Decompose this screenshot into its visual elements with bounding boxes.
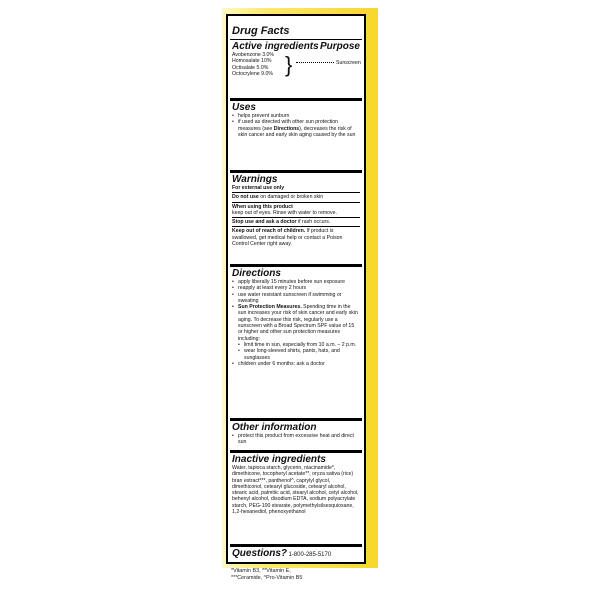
ingredients-brace: } (285, 52, 293, 77)
drug-facts-panel (226, 14, 366, 564)
uses-heading: Uses (232, 102, 256, 113)
warnings-heading: Warnings (232, 174, 278, 185)
active-ingredient: Octocrylene 9.0% (232, 70, 273, 77)
active-ingredient: Homosalate 10% (232, 58, 272, 65)
active-divider (230, 98, 362, 101)
stop-use-warning: Stop use and ask a doctor if rash occurs. (232, 219, 360, 227)
sun-protection-measures: • Sun Protection Measures. Spending time in the sun increases your risk of skin cancer and early skin aging. To decrease this risk, regularly use a sunscreen with a Broad Spectrum SPF value of 15 or higher and other sun protection measures including: (232, 304, 360, 342)
drug-facts-title-section (232, 26, 360, 37)
directions-item: • use water resistant sunscreen if swimming or sweating (232, 292, 360, 305)
external-use-warning: For external use only (232, 185, 360, 193)
active-ingredient: Octisalate 5.0% (232, 64, 269, 71)
questions-section (232, 548, 360, 559)
footnote-line: *Vitamin B3, **Vitamin E, (231, 568, 291, 574)
inactive-ingredients-heading: Inactive ingredients (232, 454, 326, 465)
questions-heading: Questions? (232, 548, 288, 559)
inactive-ingredients-section (232, 454, 360, 515)
other-divider (230, 450, 362, 453)
directions-section (232, 268, 360, 367)
footnote-line: ***Ceramide, ^Pro-Vitamin B5 (231, 575, 303, 581)
uses-divider (230, 170, 362, 173)
do-not-use-warning: Do not use on damaged or broken skin (232, 194, 360, 202)
uses-item: • helps prevent sunburn (232, 113, 360, 119)
purpose-heading: Purpose (319, 41, 360, 52)
directions-subitem: • limit time in sun, especially from 10 a.m. – 2 p.m. (232, 342, 360, 348)
directions-item: • children under 6 months: ask a doctor (232, 361, 360, 367)
directions-item: • apply liberally 15 minutes before sun exposure (232, 279, 360, 285)
active-ingredients-section (232, 41, 360, 80)
inactive-divider (230, 544, 362, 547)
warnings-divider (230, 264, 362, 267)
title-divider (230, 39, 362, 40)
uses-item: • if used as directed with other sun protection measures (see Directions), decreases the risk of skin cancer and early skin aging caused by the sun (232, 119, 360, 138)
keep-out-of-reach-warning: Keep out of reach of children. If product is swallowed, get medical help or contact a Poison Control Center right away. (232, 228, 343, 248)
footnotes (231, 568, 302, 582)
questions-phone: 1-800-285-5170 (288, 552, 332, 558)
purpose-value: Sunscreen (336, 60, 361, 66)
inactive-ingredients-text: Water, tapioca starch, glycerin, niacinamide*, dimethicone, tocopheryl acetate**, oryza sativa (rice) bran extract***, panthenol^, caprylyl glycol, dimethiconol, cetearyl glucoside, cetearyl alcohol, stearic acid, palmitic acid, stearyl alcohol, cetyl alcohol, behenyl alcohol, disodium EDTA, sodium polyacrylate starch, PEG-100 stearate, polymethylsilsesquioxane, 1,2-hexanediol, phenoxyethanol (232, 465, 359, 516)
directions-heading: Directions (232, 268, 281, 279)
directions-divider (230, 418, 362, 421)
active-ingredients-heading: Active ingredients (232, 41, 319, 52)
warnings-section (232, 174, 360, 247)
drug-facts-title: Drug Facts (232, 25, 290, 37)
purpose-leader (296, 62, 334, 63)
active-ingredient: Avobenzone 3.0% (232, 52, 275, 58)
directions-subitem: • wear long-sleeved shirts, pants, hats, and sunglasses (232, 348, 360, 361)
other-information-item: • protect this product from excessive heat and direct sun (232, 433, 360, 446)
other-information-section (232, 422, 360, 446)
directions-item: • reapply at least every 2 hours (232, 285, 360, 291)
when-using-heading: When using this product (232, 203, 293, 210)
active-ingredients-list (232, 52, 274, 77)
other-information-heading: Other information (232, 422, 317, 433)
when-using-text: keep out of eyes. Rinse with water to remove. (232, 210, 360, 218)
uses-section (232, 102, 360, 138)
